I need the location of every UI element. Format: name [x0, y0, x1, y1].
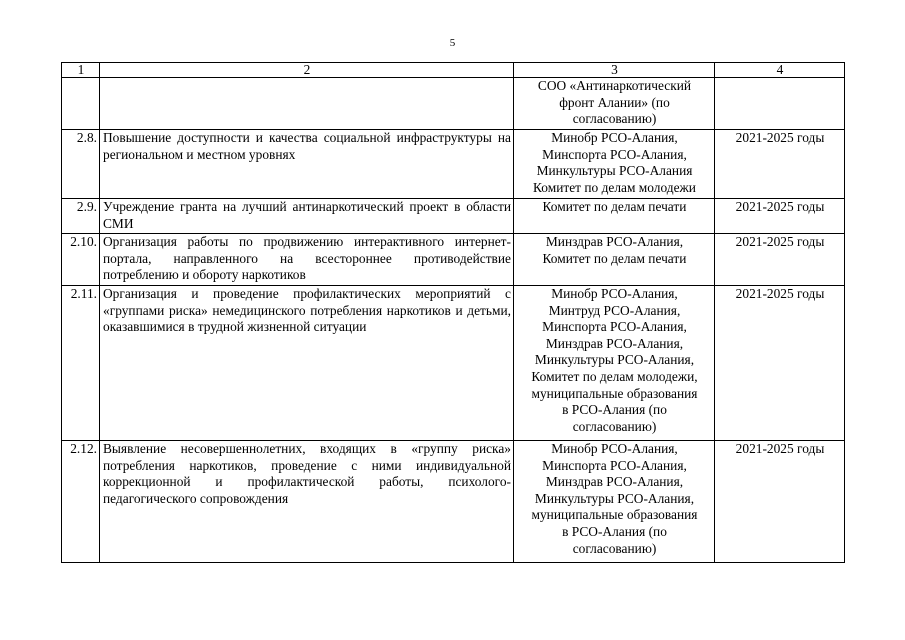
responsible-line: Минспорта РСО-Алания, — [542, 319, 687, 335]
table-header-row — [62, 63, 845, 78]
row-description — [100, 78, 514, 130]
responsible-line: СОО «Антинаркотический — [537, 78, 692, 93]
table-row — [62, 199, 845, 234]
responsible-line: Минобр РСО-Алания, — [551, 441, 678, 456]
responsible-line: Комитет по делам печати — [542, 250, 687, 266]
row-responsible — [514, 234, 715, 286]
responsible-line: фронт Алании» (по — [559, 94, 670, 110]
responsible-line: Минобр РСО-Алания, — [551, 130, 678, 145]
responsible-line: Минобр РСО-Алания, — [551, 286, 678, 301]
responsible-line: согласованию) — [572, 418, 657, 434]
responsible-line: Минздрав РСО-Алания, — [545, 335, 684, 351]
responsible-line: муниципальные образования — [531, 507, 698, 523]
table-row — [62, 130, 845, 199]
row-number: 2.12. — [62, 441, 100, 563]
row-number: 2.8. — [62, 130, 100, 199]
page-number: 5 — [449, 37, 456, 49]
responsible-line: в РСО-Алания (по — [562, 402, 667, 418]
header-col-4: 4 — [715, 63, 845, 78]
responsible-line: Минкультуры РСО-Алания, — [534, 352, 695, 368]
row-responsible — [514, 286, 715, 441]
row-description: Организация работы по продвижению интерактивного интернет-портала, направленного на всестороннее противодействие потреблению и обороту наркотиков — [100, 234, 514, 286]
row-term: 2021-2025 годы — [715, 441, 845, 563]
responsible-line: Минздрав РСО-Алания, — [545, 474, 684, 490]
row-description: Организация и проведение профилактических мероприятий с «группами риска» немедицинского потребления наркотиков и детьми, оказавшимися в трудной жизненной ситуации — [100, 286, 514, 441]
responsible-line: Минкультуры РСО-Алания, — [534, 490, 695, 506]
table-row — [62, 78, 845, 130]
row-responsible — [514, 78, 715, 130]
responsible-line: Минтруд РСО-Алания, — [548, 302, 681, 318]
responsible-line: Минспорта РСО-Алания, — [542, 146, 687, 162]
responsible-line: согласованию) — [572, 111, 657, 127]
responsible-line: Минкультуры РСО-Алания — [536, 163, 693, 179]
measures-table — [61, 62, 845, 563]
row-description: Выявление несовершеннолетних, входящих в «группу риска» потребления наркотиков, проведение с ними индивидуальной коррекционной и профилактической работы, психолого-педагогического сопровождения — [100, 441, 514, 563]
row-description: Учреждение гранта на лучший антинаркотический проект в области СМИ — [100, 199, 514, 234]
table-row — [62, 234, 845, 286]
row-description: Повышение доступности и качества социальной инфраструктуры на региональном и местном уровнях — [100, 130, 514, 199]
header-col-2: 2 — [100, 63, 514, 78]
responsible-line: согласованию) — [572, 540, 657, 556]
responsible-line: Комитет по делам молодежи — [533, 179, 696, 195]
row-term — [715, 78, 845, 130]
header-col-3: 3 — [514, 63, 715, 78]
responsible-line: в РСО-Алания (по — [562, 523, 667, 539]
row-number: 2.11. — [62, 286, 100, 441]
row-term: 2021-2025 годы — [715, 286, 845, 441]
table-row — [62, 441, 845, 563]
row-term: 2021-2025 годы — [715, 234, 845, 286]
row-number: 2.10. — [62, 234, 100, 286]
row-number: 2.9. — [62, 199, 100, 234]
responsible-line: Минспорта РСО-Алания, — [542, 457, 687, 473]
row-term: 2021-2025 годы — [715, 199, 845, 234]
responsible-line: Минздрав РСО-Алания, — [545, 234, 684, 249]
header-col-1: 1 — [62, 63, 100, 78]
row-responsible — [514, 130, 715, 199]
responsible-line: муниципальные образования — [531, 385, 698, 401]
table-row — [62, 286, 845, 441]
row-responsible — [514, 441, 715, 563]
row-number — [62, 78, 100, 130]
row-term: 2021-2025 годы — [715, 130, 845, 199]
responsible-line: Комитет по делам молодежи, — [531, 368, 698, 384]
responsible-line: Комитет по делам печати — [542, 199, 687, 214]
row-responsible — [514, 199, 715, 234]
